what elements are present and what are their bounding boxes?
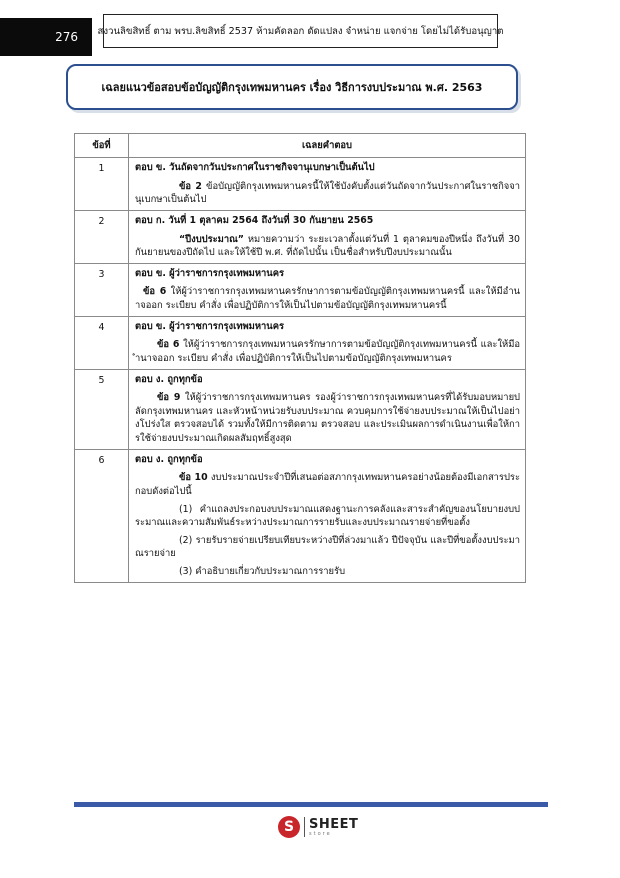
question-number: 3 (75, 263, 129, 316)
answer-choice: ตอบ ก. วันที่ 1 ตุลาคม 2564 ถึงวันที่ 30 กันยายน 2565 (135, 214, 374, 226)
sheet-store-logo (278, 814, 358, 840)
logo-text (309, 818, 358, 837)
clause-text: ให้ผู้ว่าราชการกรุงเทพมหานคร รองผู้ว่าราชการกรุงเทพมหานครที่ได้รับมอบหมายปลัดกรุงเทพมหานคร และหัวหน้าหน่วยรับงบประมาณ ควบคุมการใช้จ่ายงบประมาณให้เป็นไปอย่างโปร่งใส ตรวจสอบได้ รวมทั้งให้มีการติดตาม ตรวจสอบ และประเมินผลการดำเนินงานเพื่อให้การใช้จ่ายงบประมาณเกิดผลสัมฤทธิ์สูงสุด (135, 392, 521, 444)
answer-choice: ตอบ ข. ผู้ว่าราชการกรุงเทพมหานคร (135, 267, 285, 279)
logo-separator (304, 817, 305, 837)
answer-choice: ตอบ ง. ถูกทุกข้อ (135, 373, 203, 385)
clause-ref: ข้อ 6 (143, 286, 167, 298)
table-row (75, 316, 526, 369)
clause-ref: ข้อ 10 (179, 472, 208, 484)
list-item: (2) รายรับรายจ่ายเปรียบเทียบระหว่างปีที่ล่วงมาแล้ว ปีปัจจุบัน และปีที่ขอตั้งงบประมาณรายจ่าย (135, 534, 520, 560)
column-header-answer: เฉลยคำตอบ (129, 134, 526, 158)
answer-cell (129, 369, 526, 449)
explanation (135, 338, 520, 365)
table-row (75, 210, 526, 263)
answer-cell (129, 210, 526, 263)
clause-ref: “ปีงบประมาณ” (179, 233, 244, 245)
explanation (135, 471, 520, 498)
list-item: (3) คำอธิบายเกี่ยวกับประมาณการรายรับ (179, 566, 346, 577)
explanation (135, 391, 520, 446)
answer-cell (129, 449, 526, 582)
answer-table (74, 133, 526, 583)
table-row (75, 158, 526, 211)
question-number: 2 (75, 210, 129, 263)
table-row (75, 369, 526, 449)
footer-divider (74, 802, 548, 807)
logo-word: SHEET (309, 816, 359, 832)
question-number: 5 (75, 369, 129, 449)
question-number: 4 (75, 316, 129, 369)
clause-ref: ข้อ 2 (179, 180, 202, 192)
table-row (75, 263, 526, 316)
answer-choice: ตอบ ง. ถูกทุกข้อ (135, 453, 203, 465)
clause-text: หมายความว่า ระยะเวลาตั้งแต่วันที่ 1 ตุลาคมของปีหนึ่ง ถึงวันที่ 30 กันยายนของปีถัดไป และให้ใช้ปี พ.ศ. ที่ถัดไปนั้น เป็นชื่อสำหรับปีงบประมาณนั้น (135, 233, 520, 259)
logo-subword: store (309, 830, 332, 837)
answer-cell (129, 158, 526, 211)
explanation (135, 233, 520, 260)
clause-ref: ข้อ 6 (157, 339, 180, 351)
clause-text: งบประมาณประจำปีที่เสนอต่อสภากรุงเทพมหานครอย่างน้อยต้องมีเอกสารประกอบดังต่อไปนี้ (135, 472, 520, 497)
explanation (135, 285, 520, 312)
page-number-tab (0, 18, 92, 56)
answer-choice: ตอบ ข. วันถัดจากวันประกาศในราชกิจจานุเบกษาเป็นต้นไป (135, 162, 375, 173)
page-number: 276 (55, 30, 78, 44)
copyright-notice: สงวนลิขสิทธิ์ ตาม พรบ.ลิขสิทธิ์ 2537 ห้ามคัดลอก ดัดแปลง จำหน่าย แจกจ่าย โดยไม่ได้รับอนุญาต (103, 14, 498, 48)
list-item: (1) คำแถลงประกอบงบประมาณแสดงฐานะการคลังและสาระสำคัญของนโยบายงบประมาณและความสัมพันธ์ระหว่างประมาณการรายรับและงบประมาณรายจ่ายที่ขอตั้ง (135, 503, 520, 529)
logo-mark-icon: S (278, 816, 300, 838)
table-header-row (75, 134, 526, 158)
answer-choice: ตอบ ข. ผู้ว่าราชการกรุงเทพมหานคร (135, 320, 285, 332)
clause-text: ให้ผู้ว่าราชการกรุงเทพมหานครรักษาการตามข้อบัญญัติกรุงเทพมหานครนี้ และให้มีอำนาจออก ระเบียบ คำสั่ง เพื่อปฏิบัติการให้เป็นไปตามข้อบัญญัติกรุงเทพมหานครนี้ (135, 286, 520, 311)
answer-cell (129, 316, 526, 369)
table-row (75, 449, 526, 582)
column-header-number: ข้อที่ (75, 134, 129, 158)
clause-text: ข้อบัญญัติกรุงเทพมหานครนี้ให้ใช้บังคับตั้งแต่วันถัดจากวันประกาศในราชกิจจานุเบกษาเป็นต้นไป (135, 180, 520, 206)
clause-text: ให้ผู้ว่าราชการกรุงเทพมหานครรักษาการตามข้อบัญญัติกรุงเทพมหานครนี้ และให้มีอำนาจออก ระเบียบ คำสั่ง เพื่อปฏิบัติการให้เป็นไปตามข้อบัญญัติกรุงเทพมหานคร (135, 339, 521, 364)
question-number: 1 (75, 158, 129, 211)
question-number: 6 (75, 449, 129, 582)
explanation (135, 180, 520, 207)
answer-cell (129, 263, 526, 316)
clause-ref: ข้อ 9 (157, 392, 181, 404)
page-title: เฉลยแนวข้อสอบข้อบัญญัติกรุงเทพมหานคร เรื่อง วิธีการงบประมาณ พ.ศ. 2563 (66, 64, 518, 110)
